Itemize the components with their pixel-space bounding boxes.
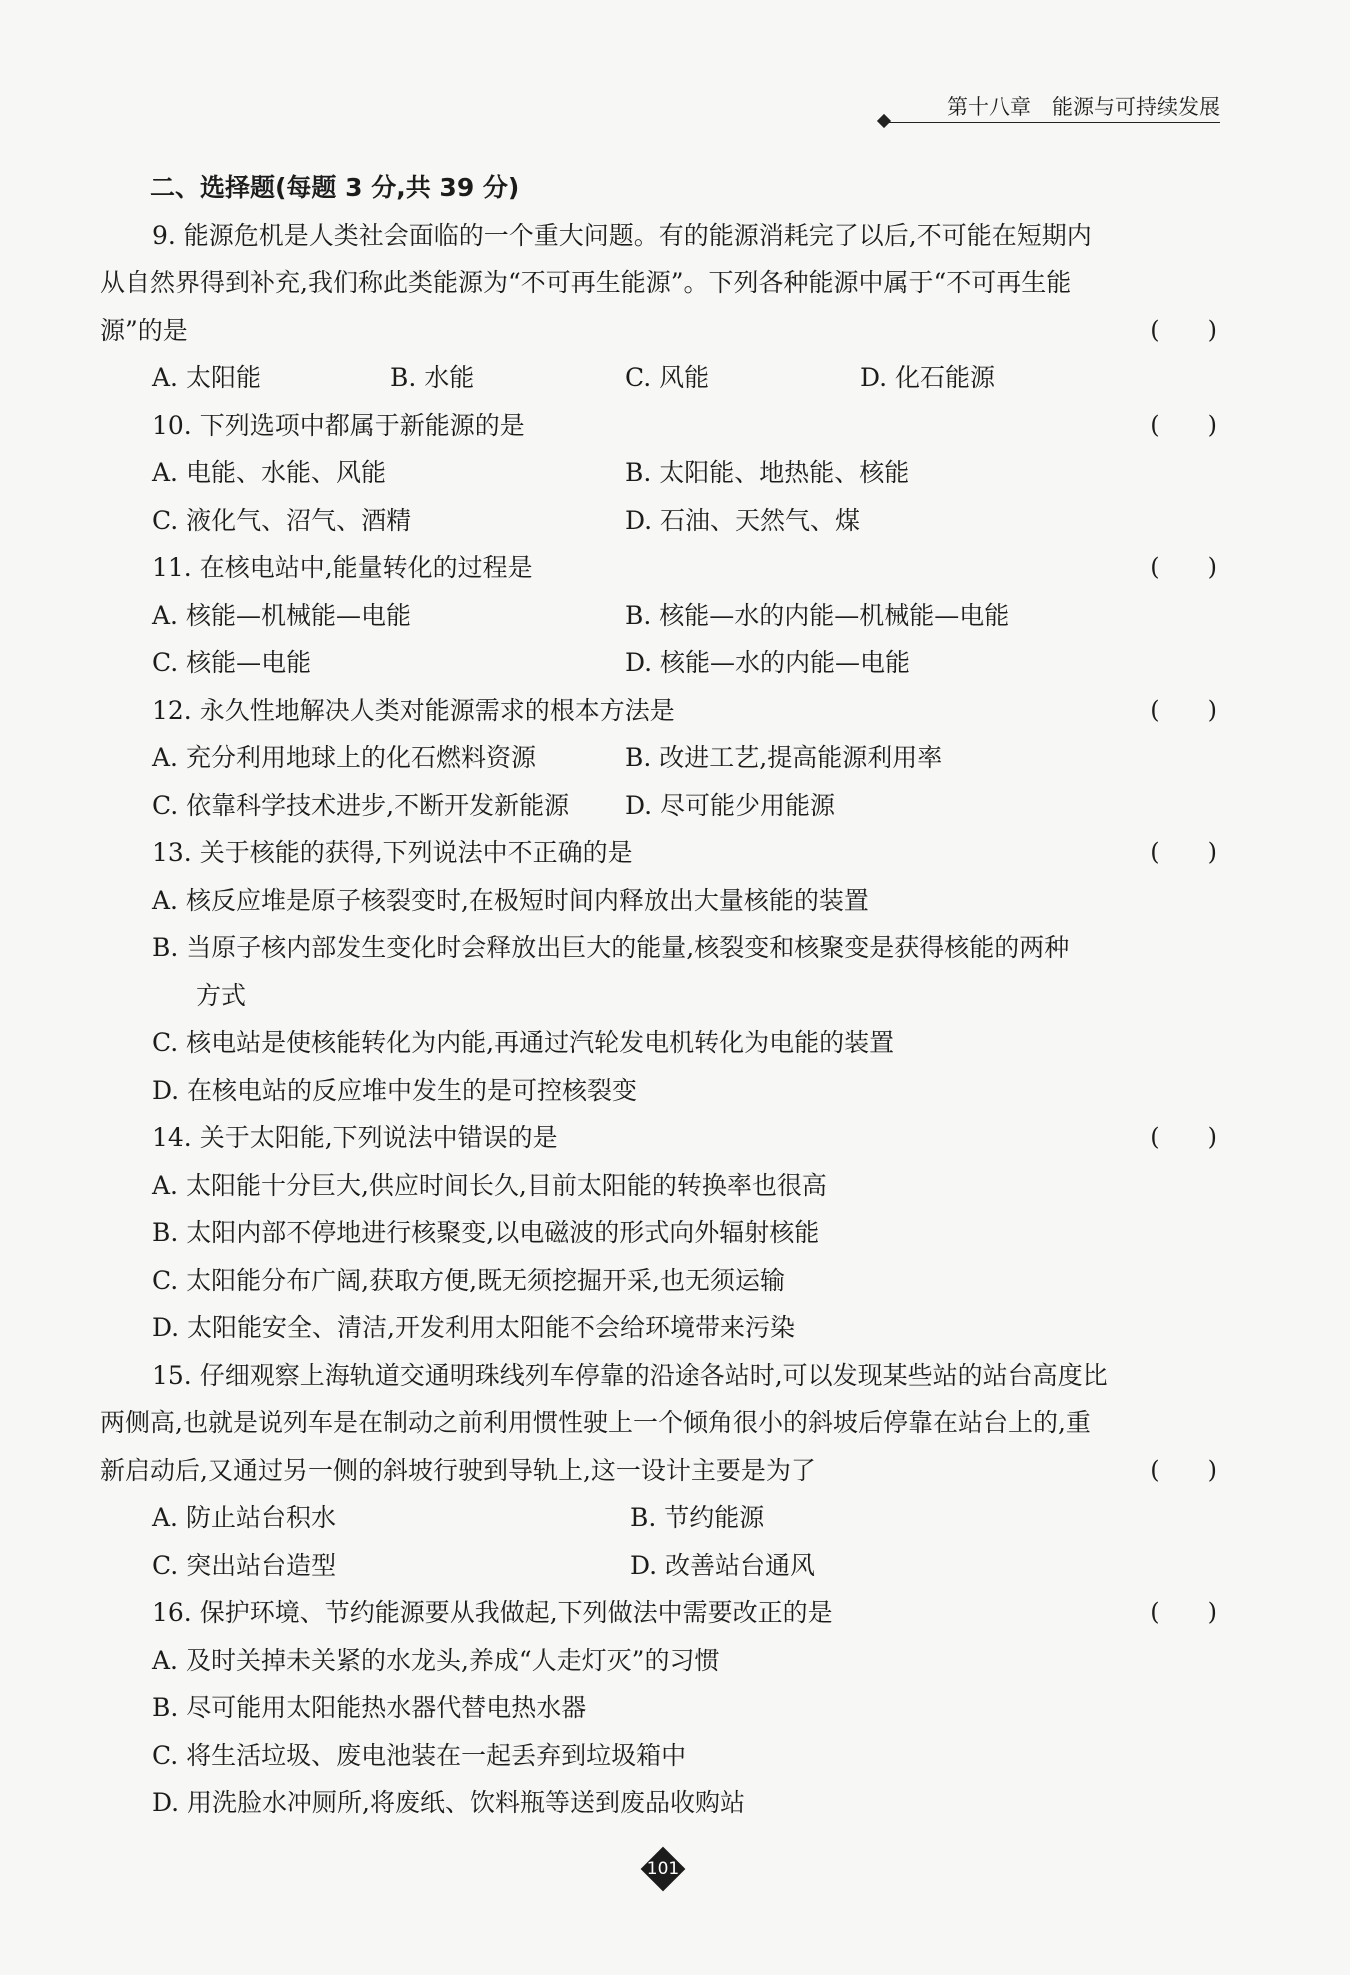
option-b-line-2: 方式 — [196, 980, 247, 1010]
option-a: A. 电能、水能、风能 — [152, 458, 386, 487]
option-d: D. 石油、天然气、煤 — [625, 505, 861, 535]
option-b: B. 水能 — [390, 363, 475, 392]
option-b: B. 节约能源 — [630, 1503, 765, 1532]
option-c: C. 液化气、沼气、酒精 — [152, 505, 412, 535]
chapter-header: 第十八章 能源与可持续发展 — [947, 95, 1220, 119]
question-10-options-cd — [100, 497, 1225, 545]
section-title: 二、选择题(每题 3 分,共 39 分) — [150, 173, 520, 202]
option-c: C. 依靠科学技术进步,不断开发新能源 — [152, 790, 570, 820]
answer-blank[interactable]: ( ) — [1150, 838, 1217, 866]
question-15-line-1: 15. 仔细观察上海轨道交通明珠线列车停靠的沿途各站时,可以发现某些站的站台高度比 — [152, 1360, 1108, 1390]
question-9-line-1: 9. 能源危机是人类社会面临的一个重大问题。有的能源消耗完了以后,不可能在短期内 — [152, 220, 1092, 250]
question-11-text: 11. 在核电站中,能量转化的过程是 — [152, 553, 533, 582]
option-c: C. 核能—电能 — [152, 648, 312, 677]
question-15-line-3 — [100, 1447, 1225, 1495]
question-13-stem — [100, 829, 1225, 877]
question-10-options-ab — [100, 449, 1225, 497]
question-9-line-3-text: 源”的是 — [100, 315, 188, 345]
answer-blank[interactable]: ( ) — [1150, 695, 1217, 724]
option-b: B. 尽可能用太阳能热水器代替电热水器 — [152, 1693, 587, 1722]
option-a: A. 核能—机械能—电能 — [152, 600, 411, 630]
option-b: B. 太阳能、地热能、核能 — [625, 458, 910, 487]
page-number-badge — [641, 1847, 685, 1891]
question-10-stem — [100, 402, 1225, 450]
option-c: C. 太阳能分布广阔,获取方便,既无须挖掘开采,也无须运输 — [152, 1265, 785, 1295]
option-b: B. 核能—水的内能—机械能—电能 — [625, 600, 1010, 630]
question-15-options-ab — [100, 1494, 1225, 1542]
question-14-text: 14. 关于太阳能,下列说法中错误的是 — [152, 1123, 558, 1152]
question-12-text: 12. 永久性地解决人类对能源需求的根本方法是 — [152, 695, 675, 725]
answer-blank[interactable]: ( ) — [1150, 1455, 1217, 1484]
option-d: D. 核能—水的内能—电能 — [625, 648, 911, 677]
answer-blank[interactable]: ( ) — [1150, 553, 1217, 581]
option-d: D. 用洗脸水冲厕所,将废纸、饮料瓶等送到废品收购站 — [152, 1788, 745, 1817]
question-15-options-cd — [100, 1542, 1225, 1590]
question-11-options-cd — [100, 639, 1225, 687]
question-12-stem — [100, 687, 1225, 735]
option-c: C. 将生活垃圾、废电池装在一起丢弃到垃圾箱中 — [152, 1740, 687, 1770]
question-13-text: 13. 关于核能的获得,下列说法中不正确的是 — [152, 838, 633, 867]
option-a: A. 及时关掉未关紧的水龙头,养成“人走灯灭”的习惯 — [152, 1645, 720, 1675]
option-a: A. 防止站台积水 — [152, 1503, 336, 1532]
answer-blank[interactable]: ( ) — [1150, 315, 1217, 344]
option-d: D. 太阳能安全、清洁,开发利用太阳能不会给环境带来污染 — [152, 1313, 795, 1342]
option-a: A. 太阳能 — [152, 363, 261, 392]
option-c: C. 核电站是使核能转化为内能,再通过汽轮发电机转化为电能的装置 — [152, 1028, 895, 1057]
option-d: D. 在核电站的反应堆中发生的是可控核裂变 — [152, 1075, 638, 1105]
question-11-options-ab — [100, 592, 1225, 640]
option-b-line-1: B. 当原子核内部发生变化时会释放出巨大的能量,核裂变和核聚变是获得核能的两种 — [152, 933, 1070, 962]
header-rule — [885, 122, 1220, 123]
answer-blank[interactable]: ( ) — [1150, 1123, 1217, 1151]
option-c: C. 突出站台造型 — [152, 1550, 337, 1580]
header-diamond-icon — [877, 114, 891, 128]
option-a: A. 核反应堆是原子核裂变时,在极短时间内释放出大量核能的装置 — [152, 885, 869, 915]
option-c: C. 风能 — [625, 363, 710, 392]
option-d: D. 改善站台通风 — [630, 1550, 816, 1580]
question-15-line-2: 两侧高,也就是说列车是在制动之前利用惯性驶上一个倾角很小的斜坡后停靠在站台上的,重 — [100, 1408, 1091, 1437]
question-9-line-3 — [100, 307, 1225, 355]
question-12-options-cd — [100, 782, 1225, 830]
question-9-line-2: 从自然界得到补充,我们称此类能源为“不可再生能源”。下列各种能源中属于“不可再生能 — [100, 268, 1072, 297]
page-number: 101 — [646, 1859, 680, 1879]
question-content — [100, 164, 1225, 1827]
question-16-text: 16. 保护环境、节约能源要从我做起,下列做法中需要改正的是 — [152, 1598, 833, 1627]
question-15-line-3-text: 新启动后,又通过另一侧的斜坡行驶到导轨上,这一设计主要是为了 — [100, 1455, 816, 1485]
question-12-options-ab — [100, 734, 1225, 782]
answer-blank[interactable]: ( ) — [1150, 1598, 1217, 1626]
question-14-stem — [100, 1114, 1225, 1162]
question-16-stem — [100, 1589, 1225, 1637]
answer-blank[interactable]: ( ) — [1150, 410, 1217, 439]
option-b: B. 改进工艺,提高能源利用率 — [625, 743, 943, 772]
option-d: D. 尽可能少用能源 — [625, 790, 836, 820]
option-b: B. 太阳内部不停地进行核聚变,以电磁波的形式向外辐射核能 — [152, 1218, 820, 1247]
question-10-text: 10. 下列选项中都属于新能源的是 — [152, 410, 525, 440]
option-a: A. 充分利用地球上的化石燃料资源 — [152, 743, 536, 772]
question-11-stem — [100, 544, 1225, 592]
option-a: A. 太阳能十分巨大,供应时间长久,目前太阳能的转换率也很高 — [152, 1170, 827, 1200]
option-d: D. 化石能源 — [860, 363, 996, 392]
question-9-options — [100, 354, 1225, 402]
